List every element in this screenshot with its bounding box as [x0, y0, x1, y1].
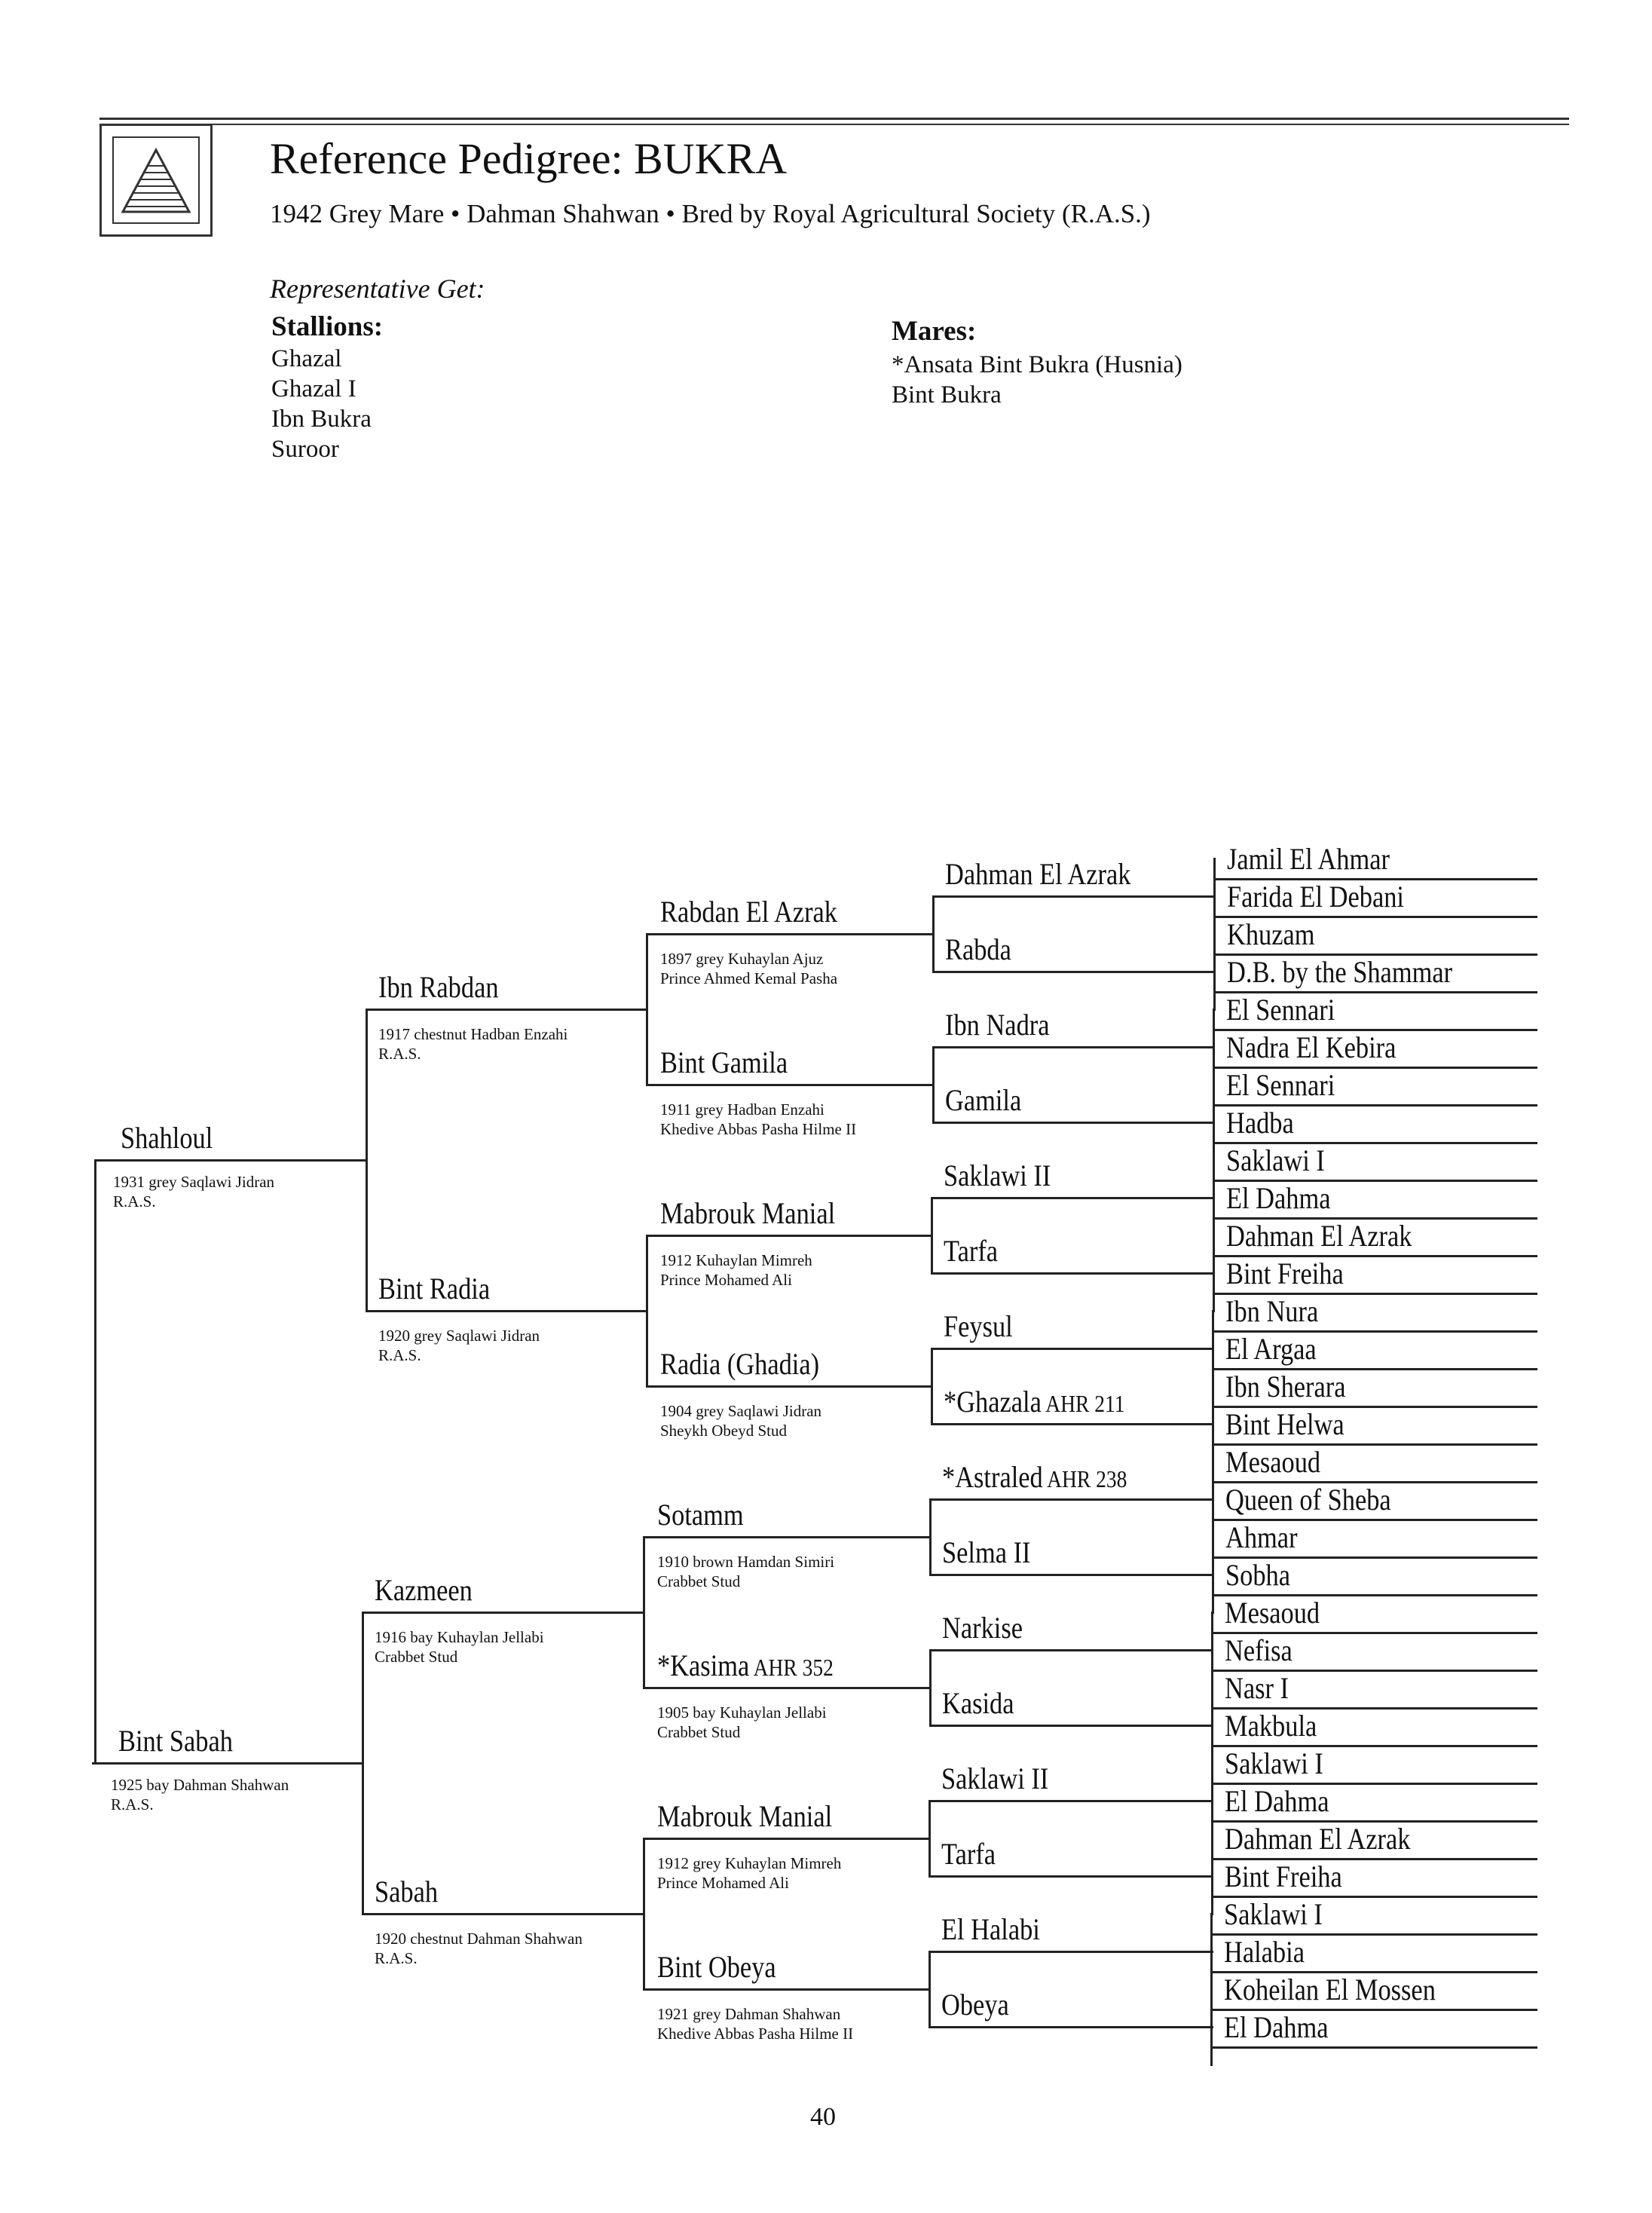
horse-name-text: Sotamm	[657, 1498, 744, 1532]
horse-details-line: 1916 bay Kuhaylan Jellabi	[375, 1628, 544, 1646]
g4-horse-name	[944, 1161, 1051, 1191]
g3-line	[646, 933, 932, 935]
g3-line	[646, 1235, 931, 1237]
g3-line	[646, 1385, 931, 1388]
g5-horse-name	[1225, 1485, 1391, 1515]
horse-name-text: *Astraled	[942, 1460, 1043, 1494]
g4-line	[929, 1498, 1213, 1501]
horse-name-text: Bint Helwa	[1225, 1407, 1345, 1441]
horse-breeder-line: Crabbet Stud	[657, 1722, 741, 1741]
mares-heading: Mares:	[892, 316, 977, 347]
horse-name-text: Shahloul	[121, 1121, 213, 1155]
g2-vertical-connector	[366, 1009, 368, 1312]
horse-name-text: Sobha	[1225, 1558, 1290, 1592]
horse-name-text: Mabrouk Manial	[660, 1196, 836, 1230]
g5-vertical-connector	[1212, 1310, 1214, 1463]
page-subtitle: 1942 Grey Mare • Dahman Shahwan • Bred by Royal Agricultural Society (R.A.S.)	[270, 199, 1151, 228]
g5-vertical-connector	[1213, 858, 1216, 1011]
header-rule-top	[99, 118, 1569, 120]
g5-horse-name	[1225, 1334, 1317, 1364]
g3-vertical-connector	[646, 933, 648, 1086]
horse-breeder-line: R.A.S.	[378, 1345, 421, 1364]
horse-details-line: 1897 grey Kuhaylan Ajuz	[660, 950, 824, 968]
horse-name-text: Nefisa	[1225, 1633, 1293, 1667]
g4-line	[928, 1875, 1213, 1878]
horse-name-text: Khuzam	[1227, 917, 1315, 951]
horse-breeder-line: Prince Mohamed Ali	[657, 1873, 789, 1892]
g5-horse-name	[1225, 1407, 1345, 1441]
horse-details-line: 1910 brown Hamdan Simiri	[657, 1553, 835, 1571]
g4-line	[929, 1725, 1213, 1727]
horse-name-text: Nasr I	[1225, 1671, 1289, 1705]
horse-name-text: Bint Sabah	[118, 1724, 233, 1758]
g2-horse-details	[375, 1930, 583, 1968]
g3-vertical-connector	[643, 1838, 645, 1991]
g4-horse-name	[941, 1990, 1009, 2020]
horse-name-text: Mabrouk Manial	[657, 1799, 833, 1833]
horse-details-line: 1912 grey Kuhaylan Mimreh	[657, 1854, 842, 1872]
g3-horse-details	[657, 1553, 834, 1591]
g4-vertical-connector	[931, 1197, 933, 1275]
g4-vertical-connector	[932, 895, 935, 973]
horse-name-text: Bint Radia	[378, 1272, 491, 1305]
ahr-registration: AHR 211	[1041, 1390, 1125, 1417]
horse-name-text: Ibn Nadra	[945, 1008, 1050, 1042]
g3-horse-details	[657, 1703, 827, 1742]
horse-breeder-line: Prince Ahmed Kemal Pasha	[660, 969, 838, 987]
horse-breeder-line: R.A.S.	[378, 1044, 421, 1063]
horse-name-text: Rabda	[945, 932, 1011, 966]
stallion-item: Suroor	[271, 436, 339, 463]
horse-name-text: Tarfa	[944, 1234, 999, 1268]
g5-horse-name	[1225, 1711, 1317, 1741]
horse-details-line: 1921 grey Dahman Shahwan	[657, 2005, 841, 2023]
g4-line	[932, 1122, 1213, 1124]
g3-line	[643, 1988, 928, 1991]
sire-details	[113, 1173, 274, 1211]
g3-horse-name	[657, 1648, 834, 1682]
g5-vertical-connector	[1212, 1461, 1214, 1614]
horse-name-text: El Argaa	[1225, 1332, 1317, 1366]
g2-line	[366, 1009, 646, 1011]
representative-get-heading: Representative Get:	[270, 274, 485, 304]
pyramid-icon	[114, 138, 198, 222]
horse-name-text: Saklawi I	[1225, 1746, 1323, 1780]
horse-details-line: 1931 grey Saqlawi Jidran	[113, 1173, 275, 1191]
g4-horse-name	[942, 1688, 1014, 1719]
horse-name-text: Bint Obeya	[657, 1950, 776, 1984]
horse-name-text: El Halabi	[941, 1912, 1040, 1946]
g3-horse-name	[660, 1198, 835, 1229]
g5-horse-name	[1225, 1520, 1298, 1554]
g5-horse-name	[1227, 917, 1315, 951]
g4-vertical-connector	[931, 1348, 933, 1425]
g5-horse-name	[1227, 844, 1390, 874]
g4-line	[929, 1649, 1213, 1651]
g5-horse-name	[1225, 1372, 1346, 1402]
g5-horse-name	[1225, 1296, 1318, 1327]
g3-vertical-connector	[646, 1235, 648, 1388]
g4-line	[932, 1046, 1213, 1048]
horse-breeder-line: R.A.S.	[375, 1948, 418, 1967]
horse-name-text: Saklawi II	[944, 1159, 1051, 1192]
g5-vertical-connector	[1211, 1762, 1213, 1915]
g3-horse-name	[660, 1349, 819, 1379]
g3-horse-details	[660, 1100, 856, 1139]
horse-name-text: Ahmar	[1225, 1520, 1298, 1554]
g4-horse-name	[944, 1387, 1124, 1417]
g2-horse-name	[378, 972, 499, 1002]
dam-name	[118, 1726, 233, 1756]
g4-horse-name	[941, 1839, 996, 1869]
g5-vertical-connector	[1213, 1009, 1215, 1162]
horse-name-text: Queen of Sheba	[1225, 1483, 1391, 1517]
g5-vertical-connector	[1211, 1612, 1213, 1765]
horse-name-text: Mesaoud	[1225, 1596, 1320, 1630]
g2-horse-details	[378, 1025, 567, 1064]
g4-horse-name	[942, 1462, 1127, 1492]
horse-name-text: Mesaoud	[1225, 1445, 1321, 1479]
g5-horse-name	[1225, 1746, 1323, 1780]
g5-horse-name	[1224, 1899, 1323, 1930]
horse-breeder-line: Prince Mohamed Ali	[660, 1270, 792, 1289]
g5-horse-name	[1225, 1633, 1293, 1667]
horse-breeder-line: Sheykh Obeyd Stud	[660, 1421, 787, 1440]
g4-line	[931, 1423, 1213, 1425]
g3-horse-name	[657, 1500, 744, 1530]
horse-name-text: Dahman El Azrak	[1226, 1219, 1412, 1253]
g4-vertical-connector	[929, 1498, 932, 1576]
g5-horse-name	[1226, 1070, 1335, 1100]
g4-horse-name	[944, 1309, 1013, 1343]
horse-breeder-line: R.A.S.	[113, 1192, 156, 1211]
g5-horse-name	[1225, 1824, 1410, 1854]
horse-name-text: Makbula	[1225, 1709, 1317, 1743]
horse-details-line: 1905 bay Kuhaylan Jellabi	[657, 1703, 827, 1722]
horse-details-line: 1917 chestnut Hadban Enzahi	[378, 1025, 568, 1043]
g5-horse-name	[1226, 1183, 1331, 1214]
g2-line	[362, 1612, 643, 1614]
g2-horse-details	[375, 1628, 544, 1667]
g4-line	[928, 1800, 1213, 1802]
horse-name-text: Jamil El Ahmar	[1227, 842, 1390, 876]
horse-name-text: Selma II	[942, 1535, 1031, 1569]
horse-name-text: Ibn Sherara	[1225, 1370, 1346, 1403]
g5-horse-name	[1227, 882, 1404, 912]
g4-horse-name	[942, 1535, 1031, 1569]
g3-line	[643, 1687, 929, 1689]
g1-vertical-connector	[94, 1159, 96, 1765]
g3-horse-details	[660, 1251, 812, 1290]
g5-vertical-connector	[1213, 1159, 1215, 1312]
header-rule-bottom	[99, 124, 1569, 125]
horse-name-text: Obeya	[941, 1988, 1009, 2022]
g3-horse-name	[660, 1045, 788, 1079]
horse-name-text: Dahman El Azrak	[1225, 1822, 1411, 1856]
horse-name-text: Saklawi I	[1224, 1897, 1323, 1931]
g4-line	[932, 971, 1213, 973]
g3-line	[643, 1838, 928, 1840]
horse-details-line: 1904 grey Saqlawi Jidran	[660, 1402, 822, 1420]
horse-breeder-line: Crabbet Stud	[375, 1647, 458, 1666]
g4-line	[931, 1272, 1213, 1275]
horse-name-text: Feysul	[944, 1309, 1013, 1343]
horse-name-text: El Dahma	[1225, 1784, 1329, 1818]
g5-horse-name	[1226, 1143, 1325, 1177]
g5-horse-name	[1225, 1560, 1290, 1590]
horse-name-text: Saklawi II	[941, 1762, 1049, 1795]
g4-vertical-connector	[932, 1046, 935, 1124]
horse-name-text: Ibn Nura	[1225, 1294, 1319, 1328]
ahr-registration: AHR 352	[749, 1654, 834, 1681]
mare-item: Bint Bukra	[892, 381, 1002, 409]
pyramid-logo	[99, 124, 213, 237]
g5-horse-name	[1226, 1256, 1344, 1290]
g4-line	[929, 1574, 1213, 1576]
g3-horse-name	[657, 1952, 776, 1982]
g1-line	[94, 1159, 366, 1162]
horse-name-text: Kasida	[942, 1686, 1014, 1720]
g4-horse-name	[945, 1010, 1050, 1040]
horse-name-text: Tarfa	[941, 1837, 996, 1871]
horse-details-line: 1920 chestnut Dahman Shahwan	[375, 1930, 583, 1948]
horse-name-text: El Sennari	[1226, 993, 1335, 1027]
horse-name-text: Dahman El Azrak	[945, 857, 1131, 891]
horse-name-text: Sabah	[375, 1875, 439, 1908]
g2-horse-name	[375, 1575, 473, 1605]
logo-inner-frame	[112, 136, 200, 224]
page-number: 40	[810, 2103, 836, 2131]
g5-horse-name	[1226, 1030, 1397, 1064]
g5-horse-name	[1224, 2010, 1329, 2044]
horse-details-line: 1920 grey Saqlawi Jidran	[378, 1327, 540, 1345]
horse-name-text: Koheilan El Mossen	[1224, 1973, 1436, 2006]
g5-horse-name	[1226, 995, 1335, 1025]
g4-line	[931, 1197, 1213, 1199]
g5-horse-name	[1224, 1937, 1305, 1967]
horse-name-text: El Dahma	[1224, 2010, 1329, 2044]
horse-name-text: Kazmeen	[375, 1573, 473, 1607]
g5-horse-name	[1225, 1598, 1320, 1628]
g3-horse-details	[660, 1402, 821, 1440]
g3-vertical-connector	[643, 1536, 645, 1689]
g2-line	[362, 1913, 643, 1915]
g5-horse-name	[1224, 1975, 1436, 2005]
g5-horse-name	[1226, 1221, 1412, 1251]
g3-horse-details	[660, 950, 837, 988]
ahr-registration: AHR 238	[1042, 1465, 1127, 1492]
g5-horse-name	[1226, 1108, 1294, 1138]
g4-horse-name	[945, 1085, 1021, 1116]
g3-horse-name	[657, 1801, 832, 1832]
g5-horse-name	[1225, 1447, 1320, 1477]
stallion-item: Ibn Bukra	[271, 406, 372, 433]
horse-name-text: *Ghazala	[944, 1385, 1042, 1419]
horse-name-text: D.B. by the Shammar	[1227, 955, 1453, 989]
horse-details-line: 1911 grey Hadban Enzahi	[660, 1100, 824, 1119]
g3-horse-name	[660, 897, 837, 927]
g4-line	[928, 1951, 1213, 1953]
g5-horse-name	[1225, 1673, 1289, 1703]
horse-breeder-line: Crabbet Stud	[657, 1572, 741, 1590]
horse-details-line: 1925 bay Dahman Shahwan	[111, 1776, 289, 1794]
horse-name-text: Gamila	[945, 1083, 1022, 1117]
horse-name-text: Radia (Ghadia)	[660, 1347, 820, 1381]
g4-vertical-connector	[928, 1951, 931, 2028]
g3-line	[646, 1084, 932, 1086]
horse-name-text: Halabia	[1224, 1935, 1305, 1969]
horse-breeder-line: Khedive Abbas Pasha Hilme II	[660, 1119, 857, 1138]
g3-line	[643, 1536, 929, 1538]
horse-name-text: El Dahma	[1226, 1181, 1331, 1215]
g4-line	[928, 2026, 1213, 2028]
horse-breeder-line: Khedive Abbas Pasha Hilme II	[657, 2024, 854, 2043]
horse-name-text: El Sennari	[1226, 1068, 1335, 1102]
horse-name-text: Nadra El Kebira	[1226, 1030, 1397, 1064]
horse-name-text: Farida El Debani	[1227, 880, 1404, 914]
g4-horse-name	[941, 1912, 1040, 1946]
stallion-item: Ghazal I	[271, 375, 356, 403]
g5-horse-name	[1225, 1786, 1329, 1817]
horse-breeder-line: R.A.S.	[111, 1795, 154, 1814]
horse-name-text: Saklawi I	[1226, 1143, 1325, 1177]
g4-horse-name	[945, 932, 1011, 966]
g4-horse-name	[941, 1764, 1048, 1794]
g5-line	[1210, 2046, 1537, 2049]
g4-line	[932, 895, 1213, 898]
g2-horse-name	[375, 1877, 438, 1907]
g2-horse-name	[378, 1274, 490, 1304]
g4-horse-name	[944, 1236, 998, 1266]
horse-name-text: Bint Gamila	[660, 1045, 788, 1079]
g3-horse-details	[657, 2005, 853, 2043]
mare-item: *Ansata Bint Bukra (Husnia)	[892, 351, 1182, 378]
horse-name-text: Hadba	[1226, 1106, 1294, 1140]
g4-vertical-connector	[929, 1649, 932, 1727]
g4-vertical-connector	[928, 1800, 931, 1878]
dam-details	[111, 1776, 289, 1814]
g2-horse-details	[378, 1327, 540, 1365]
g2-line	[366, 1310, 646, 1312]
page-title: Reference Pedigree: BUKRA	[270, 134, 788, 183]
sire-name	[121, 1123, 213, 1153]
g5-horse-name	[1227, 957, 1452, 987]
horse-name-text: Rabdan El Azrak	[660, 895, 837, 929]
stallions-heading: Stallions:	[271, 311, 384, 342]
g4-line	[931, 1348, 1213, 1350]
g1-line	[92, 1762, 362, 1765]
horse-name-text: Bint Freiha	[1225, 1859, 1342, 1893]
horse-name-text: Bint Freiha	[1226, 1256, 1344, 1290]
g3-horse-details	[657, 1854, 841, 1893]
horse-name-text: Narkise	[942, 1611, 1023, 1645]
horse-name-text: Ibn Rabdan	[378, 970, 499, 1004]
g2-vertical-connector	[362, 1612, 364, 1915]
stallion-item: Ghazal	[271, 345, 342, 372]
horse-details-line: 1912 Kuhaylan Mimreh	[660, 1251, 812, 1269]
horse-name-text: *Kasima	[657, 1648, 750, 1682]
g4-horse-name	[942, 1613, 1023, 1643]
g5-vertical-connector	[1210, 1913, 1213, 2066]
g4-horse-name	[945, 859, 1130, 889]
g5-horse-name	[1225, 1859, 1342, 1893]
